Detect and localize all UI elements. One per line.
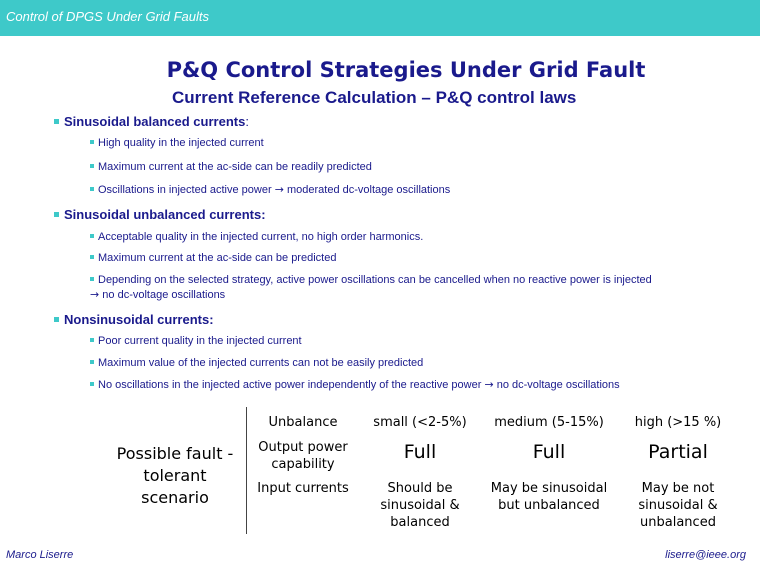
right-arrow-icon: → [90, 288, 100, 301]
bullet-item: No oscillations in the injected active power independently of the reactive power → no dc-voltage oscillations [90, 378, 620, 391]
table-cell: Full [403, 441, 437, 463]
table-cell: Partial [648, 441, 708, 463]
section-heading: Nonsinusoidal currents: [54, 312, 214, 327]
table-header-cell: medium (5-15%) [494, 415, 604, 430]
square-bullet-icon [54, 317, 59, 322]
square-bullet-icon [90, 255, 94, 259]
square-bullet-icon [54, 212, 59, 217]
table-cell: Should be sinusoidal & balanced [380, 481, 460, 530]
section-heading: Sinusoidal unbalanced currents: [54, 207, 266, 222]
bullet-item: Maximum current at the ac-side can be predicted [90, 252, 336, 264]
square-bullet-icon [90, 164, 94, 168]
table-row-label: Output power capability [258, 440, 348, 472]
square-bullet-icon [90, 360, 94, 364]
bullet-item: Maximum current at the ac-side can be readily predicted [90, 161, 372, 173]
square-bullet-icon [90, 277, 94, 281]
bullet-item-continuation: → no dc-voltage oscillations [90, 288, 226, 301]
slide-title: P&Q Control Strategies Under Grid Fault [166, 58, 646, 82]
footer-author: Marco Liserre [6, 549, 74, 561]
bullet-item: Acceptable quality in the injected current, no high order harmonics. [90, 231, 423, 243]
bullet-item: Maximum value of the injected currents can not be easily predicted [90, 357, 423, 369]
bullet-item: Depending on the selected strategy, active power oscillations can be cancelled when no reactive power is injected [90, 274, 652, 286]
table-cell: Full [532, 441, 566, 463]
square-bullet-icon [54, 119, 59, 124]
table-header-cell: Unbalance [268, 415, 338, 430]
table-header-cell: small (<2-5%) [373, 415, 467, 430]
scenario-label: Possible fault -tolerant scenario [116, 444, 234, 507]
square-bullet-icon [90, 338, 94, 342]
slide-subtitle: Current Reference Calculation – P&Q control laws [172, 88, 577, 107]
table-cell: May be not sinusoidal & unbalanced [638, 481, 718, 530]
square-bullet-icon [90, 187, 94, 191]
bullet-item: Oscillations in injected active power → moderated dc-voltage oscillations [90, 183, 450, 196]
table-divider [246, 407, 247, 534]
bullet-item: High quality in the injected current [90, 137, 264, 149]
footer-email: liserre@ieee.org [665, 549, 746, 561]
square-bullet-icon [90, 140, 94, 144]
table-row-label: Input currents [257, 481, 349, 496]
table-cell: May be sinusoidal but unbalanced [490, 481, 608, 513]
header-bar [0, 0, 760, 36]
table-header-cell: high (>15 %) [634, 415, 722, 430]
section-heading: Sinusoidal balanced currents: [54, 114, 249, 129]
right-arrow-icon: → [484, 378, 494, 391]
right-arrow-icon: → [274, 183, 284, 196]
course-title: Control of DPGS Under Grid Faults [6, 9, 210, 24]
bullet-item: Poor current quality in the injected current [90, 335, 302, 347]
square-bullet-icon [90, 234, 94, 238]
square-bullet-icon [90, 382, 94, 386]
